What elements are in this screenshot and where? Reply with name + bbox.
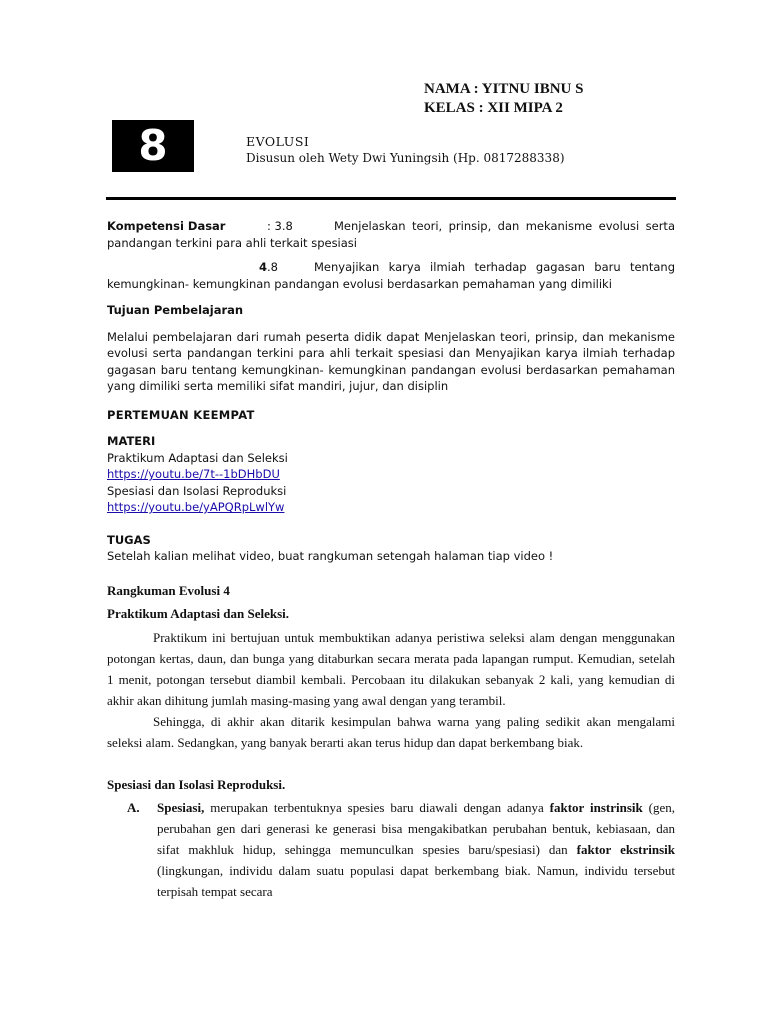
rangkuman-para1: Praktikum ini bertujuan untuk membuktikan adanya peristiwa seleksi alam dengan menggunakan potongan kertas, daun, dan bunga yang ditaburkan secara merata pada lapangan rumput. Kemudian, setelah 1 menit, potongan tersebut diambil kembali. Percobaan itu dilakukan sebanyak 2 kali, yang kemudian di akhir akan dihitung jumlah masing-masing yang awal dengan yang terambil. bbox=[107, 629, 675, 708]
kd2-line bbox=[107, 259, 675, 276]
tugas-heading: TUGAS bbox=[107, 532, 151, 547]
pertemuan-heading: PERTEMUAN KEEMPAT bbox=[107, 407, 255, 422]
kd1-text: Menjelaskan teori, prinsip, dan mekanisme evolusi serta bbox=[334, 219, 675, 233]
faktor-instrinsik: faktor instrinsik bbox=[549, 799, 643, 815]
kd2-text: Menyajikan karya ilmiah terhadap gagasan baru tentang bbox=[314, 260, 675, 274]
kd2-number-bold: 4 bbox=[259, 260, 268, 274]
rangkuman-heading: Rangkuman Evolusi 4 bbox=[107, 582, 230, 598]
kd2-cont: kemungkinan- kemungkinan pandangan evolusi berdasarkan pemahaman yang dimiliki bbox=[107, 276, 612, 291]
list-item-a-label: A. bbox=[127, 799, 140, 815]
kd2-number bbox=[259, 259, 314, 276]
student-name: NAMA : YITNU IBNU S bbox=[424, 81, 584, 97]
materi-item-1: Praktikum Adaptasi dan Seleksi bbox=[107, 450, 288, 465]
student-class: KELAS : XII MIPA 2 bbox=[424, 100, 563, 116]
chapter-badge: 8 bbox=[112, 120, 194, 172]
kd1-line bbox=[107, 218, 675, 235]
header-divider bbox=[106, 197, 676, 200]
tujuan-text: Melalui pembelajaran dari rumah peserta didik dapat Menjelaskan teori, prinsip, dan mekanisme evolusi serta pandangan terkini para ahli terkait spesiasi dan Menyajikan karya ilmiah terhadap gagasan baru tentang kemungkinan- kemungkinan pandangan evolusi berdasarkan pemahaman yang dimiliki serta memiliki sifat mandiri, jujur, dan disiplin bbox=[107, 329, 675, 393]
rangkuman-sub2: Spesiasi dan Isolasi Reproduksi. bbox=[107, 776, 286, 792]
spesiasi-text-2: (gen, perubahan gen dari generasi ke generasi bisa mengakibatkan perubahan bentuk, kebiasaan, dan sifat makhluk hidup, sehingga memunculkan spesies baru/spesiasi) dan bbox=[157, 799, 675, 857]
kd2-number-rest: .8 bbox=[267, 260, 278, 274]
rangkuman-sub1: Praktikum Adaptasi dan Seleksi. bbox=[107, 605, 290, 621]
document-title: EVOLUSI bbox=[246, 134, 310, 149]
list-item-a-text bbox=[157, 797, 675, 902]
materi-item-2: Spesiasi dan Isolasi Reproduksi bbox=[107, 483, 287, 498]
document-author: Disusun oleh Wety Dwi Yuningsih (Hp. 0817288338) bbox=[246, 151, 565, 165]
tujuan-heading: Tujuan Pembelajaran bbox=[107, 303, 244, 317]
student-info bbox=[424, 80, 583, 118]
spesiasi-text-3: (lingkungan, individu dalam suatu populasi dapat berkembang biak. Namun, individu tersebut terpisah tempat secara bbox=[157, 862, 675, 899]
kd1-number: : 3.8 bbox=[267, 219, 293, 233]
kd1-cont: pandangan terkini para ahli terkait spesiasi bbox=[107, 235, 357, 250]
materi-link-1[interactable]: https://youtu.be/7t--1bDHbDU bbox=[107, 467, 280, 481]
materi-link-2[interactable]: https://youtu.be/yAPQRpLwlYw bbox=[107, 500, 285, 514]
spesiasi-term: Spesiasi, bbox=[157, 799, 205, 815]
document-body bbox=[107, 218, 675, 902]
faktor-ekstrinsik: faktor ekstrinsik bbox=[576, 841, 675, 857]
spesiasi-text-1: merupakan terbentuknya spesies baru diawali dengan adanya bbox=[204, 799, 550, 815]
rangkuman-para2: Sehingga, di akhir akan ditarik kesimpulan bahwa warna yang paling sedikit akan mengalami seleksi alam. Sedangkan, yang banyak berarti akan terus hidup dan dapat berkembang biak. bbox=[107, 713, 675, 750]
list-item-a bbox=[107, 797, 675, 902]
tugas-text: Setelah kalian melihat video, buat rangkuman setengah halaman tiap video ! bbox=[107, 549, 554, 563]
rangkuman-section bbox=[107, 582, 675, 902]
materi-heading: MATERI bbox=[107, 434, 156, 448]
kompetensi-label: Kompetensi Dasar bbox=[107, 219, 226, 233]
